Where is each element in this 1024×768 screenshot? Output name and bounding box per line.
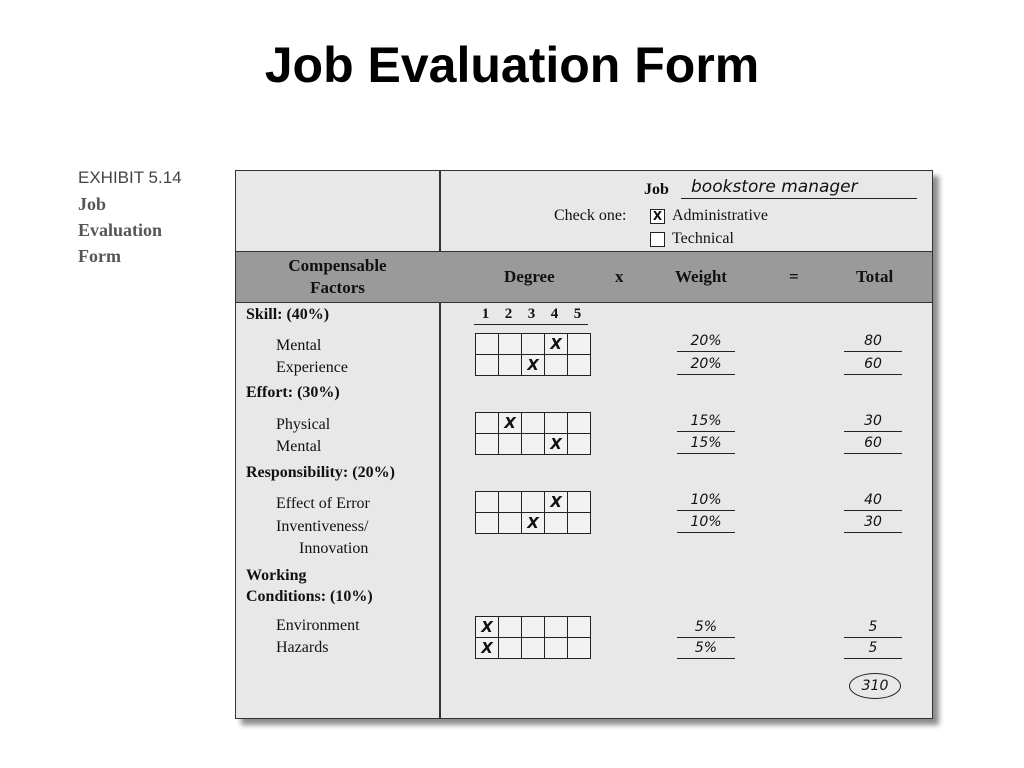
times-sign: x <box>615 267 624 286</box>
total-value: 80 <box>844 331 902 352</box>
total-value: 40 <box>844 490 902 511</box>
factor-label: Inventiveness/ <box>276 518 369 535</box>
factors-header <box>236 255 439 299</box>
degree-cell[interactable] <box>568 434 591 455</box>
degree-cell-checked[interactable]: X <box>522 513 545 534</box>
technical-label: Technical <box>672 230 734 247</box>
equals-sign: = <box>789 267 799 286</box>
total-value: 30 <box>844 411 902 432</box>
degree-cell[interactable] <box>476 334 499 355</box>
degree-cell-checked[interactable]: X <box>545 434 568 455</box>
degree-cell[interactable] <box>522 413 545 434</box>
degree-cell-checked[interactable]: X <box>476 638 499 659</box>
job-label: Job <box>644 181 669 198</box>
check-one-label: Check one: <box>554 207 627 224</box>
weight-value: 10% <box>677 490 735 511</box>
degree-cell[interactable] <box>499 513 522 534</box>
degree-cell[interactable] <box>568 513 591 534</box>
administrative-label: Administrative <box>672 207 768 224</box>
degree-cell[interactable] <box>522 434 545 455</box>
degree-grid-row <box>476 638 591 659</box>
weight-value: 15% <box>677 411 735 432</box>
degree-scale-number: 5 <box>573 306 582 322</box>
technical-checkbox[interactable] <box>650 232 665 247</box>
degree-scale-number: 3 <box>527 306 536 322</box>
degree-grid-row <box>476 492 591 513</box>
degree-grid <box>475 491 591 534</box>
degree-cell[interactable] <box>499 434 522 455</box>
degree-cell[interactable] <box>545 638 568 659</box>
degree-cell[interactable] <box>499 617 522 638</box>
factor-label: Physical <box>276 416 331 433</box>
header-band <box>236 251 932 303</box>
degree-cell[interactable] <box>568 355 591 376</box>
category-effort: Effort: (30%) <box>246 384 340 401</box>
degree-cell[interactable] <box>545 617 568 638</box>
degree-cell[interactable] <box>476 492 499 513</box>
degree-grid-row <box>476 434 591 455</box>
factor-label: Hazards <box>276 639 329 656</box>
category-working-conditions-line2: Conditions: (10%) <box>246 588 373 605</box>
degree-grid-row <box>476 413 591 434</box>
degree-cell[interactable] <box>568 413 591 434</box>
degree-cell[interactable] <box>499 334 522 355</box>
factor-label: Effect of Error <box>276 495 370 512</box>
factors-header-line: Factors <box>310 278 365 297</box>
degree-cell[interactable] <box>476 434 499 455</box>
degree-cell[interactable] <box>545 355 568 376</box>
exhibit-caption <box>78 168 182 269</box>
exhibit-number: EXHIBIT 5.14 <box>78 168 182 187</box>
degree-grid-row <box>476 617 591 638</box>
factors-header-line: Compensable <box>288 256 387 275</box>
category-responsibility: Responsibility: (20%) <box>246 464 395 481</box>
degree-grid <box>475 333 591 376</box>
degree-cell[interactable] <box>522 492 545 513</box>
weight-value: 15% <box>677 433 735 454</box>
degree-cell[interactable] <box>476 513 499 534</box>
degree-cell[interactable] <box>476 413 499 434</box>
degree-cell[interactable] <box>522 638 545 659</box>
administrative-checkbox[interactable]: X <box>650 209 665 224</box>
weight-value: 10% <box>677 512 735 533</box>
degree-grid-row <box>476 513 591 534</box>
factor-label: Mental <box>276 337 322 354</box>
total-value: 60 <box>844 354 902 375</box>
weight-value: 5% <box>677 638 735 659</box>
grand-total: 310 <box>849 673 901 699</box>
degree-cell[interactable] <box>568 334 591 355</box>
degree-cell[interactable] <box>545 413 568 434</box>
weight-value: 20% <box>677 354 735 375</box>
degree-cell[interactable] <box>499 638 522 659</box>
weight-value: 5% <box>677 617 735 638</box>
degree-cell-checked[interactable]: X <box>522 355 545 376</box>
factor-label: Environment <box>276 617 360 634</box>
degree-cell[interactable] <box>499 492 522 513</box>
total-header: Total <box>856 267 894 286</box>
degree-cell[interactable] <box>522 334 545 355</box>
degree-cell[interactable] <box>568 638 591 659</box>
category-skill: Skill: (40%) <box>246 306 330 323</box>
factor-label-continued: Innovation <box>299 540 369 557</box>
degree-grid <box>475 412 591 455</box>
degree-cell[interactable] <box>476 355 499 376</box>
total-value: 5 <box>844 638 902 659</box>
degree-scale-number: 4 <box>550 306 559 322</box>
degree-scale-number: 1 <box>481 306 490 322</box>
job-evaluation-form <box>235 170 933 719</box>
weight-value: 20% <box>677 331 735 352</box>
page-title: Job Evaluation Form <box>264 37 760 93</box>
degree-cell[interactable] <box>545 513 568 534</box>
degree-cell[interactable] <box>568 617 591 638</box>
degree-grid-row <box>476 355 591 376</box>
degree-cell-checked[interactable]: X <box>545 334 568 355</box>
factor-label: Experience <box>276 359 348 376</box>
total-value: 30 <box>844 512 902 533</box>
degree-cell[interactable] <box>522 617 545 638</box>
total-value: 60 <box>844 433 902 454</box>
weight-header: Weight <box>675 267 727 286</box>
category-working-conditions: Working <box>246 567 307 584</box>
degree-cell-checked[interactable]: X <box>476 617 499 638</box>
factor-label: Mental <box>276 438 322 455</box>
degree-cell[interactable] <box>499 355 522 376</box>
degree-grid <box>475 616 591 659</box>
degree-grid-row <box>476 334 591 355</box>
degree-header: Degree <box>504 267 555 286</box>
degree-cell-checked[interactable]: X <box>545 492 568 513</box>
degree-cell-checked[interactable]: X <box>499 413 522 434</box>
exhibit-caption-line: Evaluation <box>78 220 163 240</box>
total-value: 5 <box>844 617 902 638</box>
degree-cell[interactable] <box>568 492 591 513</box>
degree-scale <box>474 306 588 325</box>
degree-scale-number: 2 <box>504 306 513 322</box>
exhibit-caption-line: Job <box>78 194 107 214</box>
exhibit-caption-line: Form <box>78 246 121 266</box>
job-field[interactable]: bookstore manager <box>681 177 917 199</box>
